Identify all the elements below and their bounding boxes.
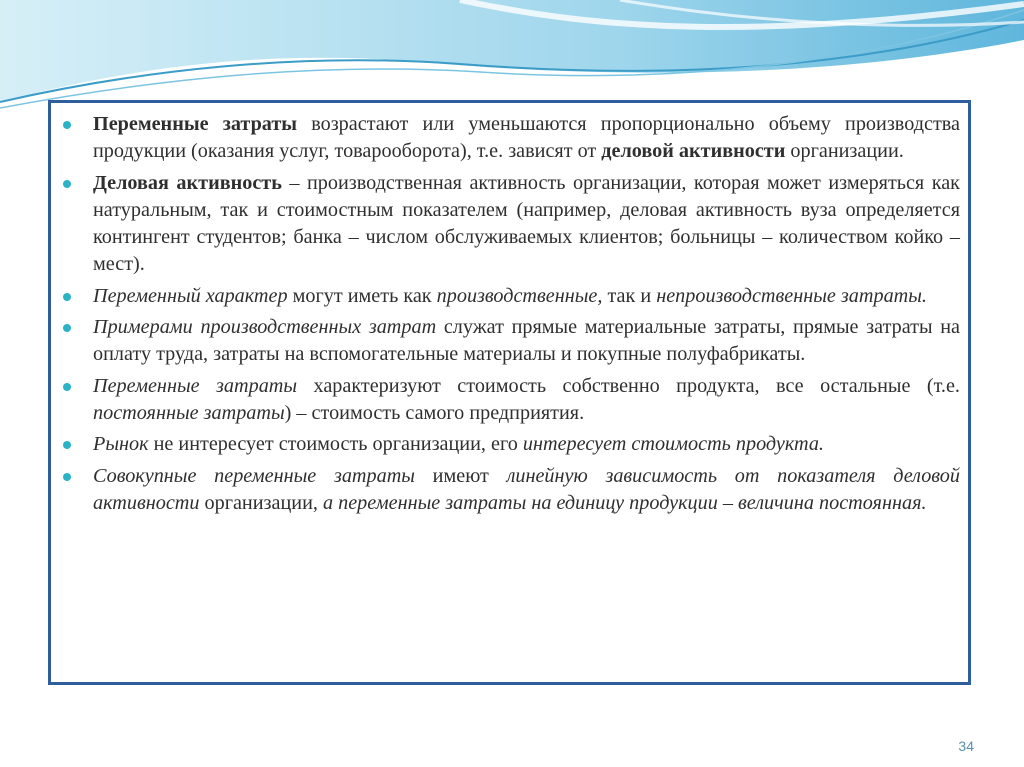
bullet-text-run: так и — [602, 284, 657, 307]
page-number: 34 — [958, 738, 974, 754]
bullet-text-run: Переменный характер — [93, 284, 288, 307]
bullet-dot-icon — [63, 293, 71, 301]
bullet-text-run: постоянные затраты — [93, 401, 285, 424]
bullet-text-run: интересует стоимость продукта. — [522, 433, 824, 456]
bullet-text-run: не интересует стоимость организации, его — [148, 433, 523, 456]
bullet-dot-icon — [63, 180, 71, 188]
bullet-text-run: организации. — [785, 140, 904, 163]
bullet-text-run: – производственная активность организации, которая может измеряться как натуральным, так и стоимостным показателем (например, деловая активность вуза определяется контингент студентов; банка – числом обслуживаемых клиентов; больницы – количеством койко – мест). — [93, 171, 960, 276]
bullet-text-run: Деловая активность — [93, 171, 282, 194]
bullet-text-run: производственные, — [436, 284, 603, 307]
bullet-text-run: имеют — [414, 464, 507, 487]
bullet-item — [93, 111, 960, 166]
bullet-dot-icon — [63, 473, 71, 481]
bullet-dot-icon — [63, 383, 71, 391]
bullet-dot-icon — [63, 121, 71, 129]
bullet-list — [51, 103, 968, 517]
bullet-text-run: Примерами производственных затрат — [93, 316, 437, 339]
bullet-text-run: Переменные затраты — [93, 113, 298, 135]
bullet-dot-icon — [63, 324, 71, 332]
bullet-text-run: характеризуют стоимость собственно продукта, все остальные (т.е. — [297, 374, 960, 397]
bullet-text-run: ) – стоимость самого предприятия. — [284, 401, 585, 424]
bullet-item — [93, 431, 960, 458]
bullet-text-run: могут иметь как — [287, 284, 437, 307]
bullet-text-run: Переменные затраты — [93, 374, 298, 397]
bullet-text-run: а переменные затраты на единицу продукции – величина постоянная. — [322, 491, 927, 514]
bullet-item — [93, 314, 960, 369]
bullet-text-run: Рынок — [93, 433, 149, 456]
bullet-dot-icon — [63, 441, 71, 449]
bullet-item — [93, 283, 960, 310]
bullet-item — [93, 170, 960, 279]
bullet-text-run: Совокупные переменные затраты — [93, 464, 415, 487]
content-frame — [48, 100, 971, 685]
bullet-text-run: непроизводственные затраты. — [656, 284, 927, 307]
bullet-text-run: возрастают или уменьшаются пропорционально объему производства продукции (оказания услуг, товарооборота), т.е. зависят от — [93, 113, 960, 163]
bullet-text-run: линейную зависимость от показателя деловой активности — [93, 464, 960, 514]
bullet-text-run: деловой активности — [601, 140, 786, 163]
bullet-item — [93, 463, 960, 518]
bullet-text-run: служат прямые материальные затраты, прямые затраты на оплату труда, затраты на вспомогательные материалы и покупные полуфабрикаты. — [93, 316, 960, 366]
bullet-item — [93, 373, 960, 428]
bullet-text-run: организации, — [199, 491, 323, 514]
